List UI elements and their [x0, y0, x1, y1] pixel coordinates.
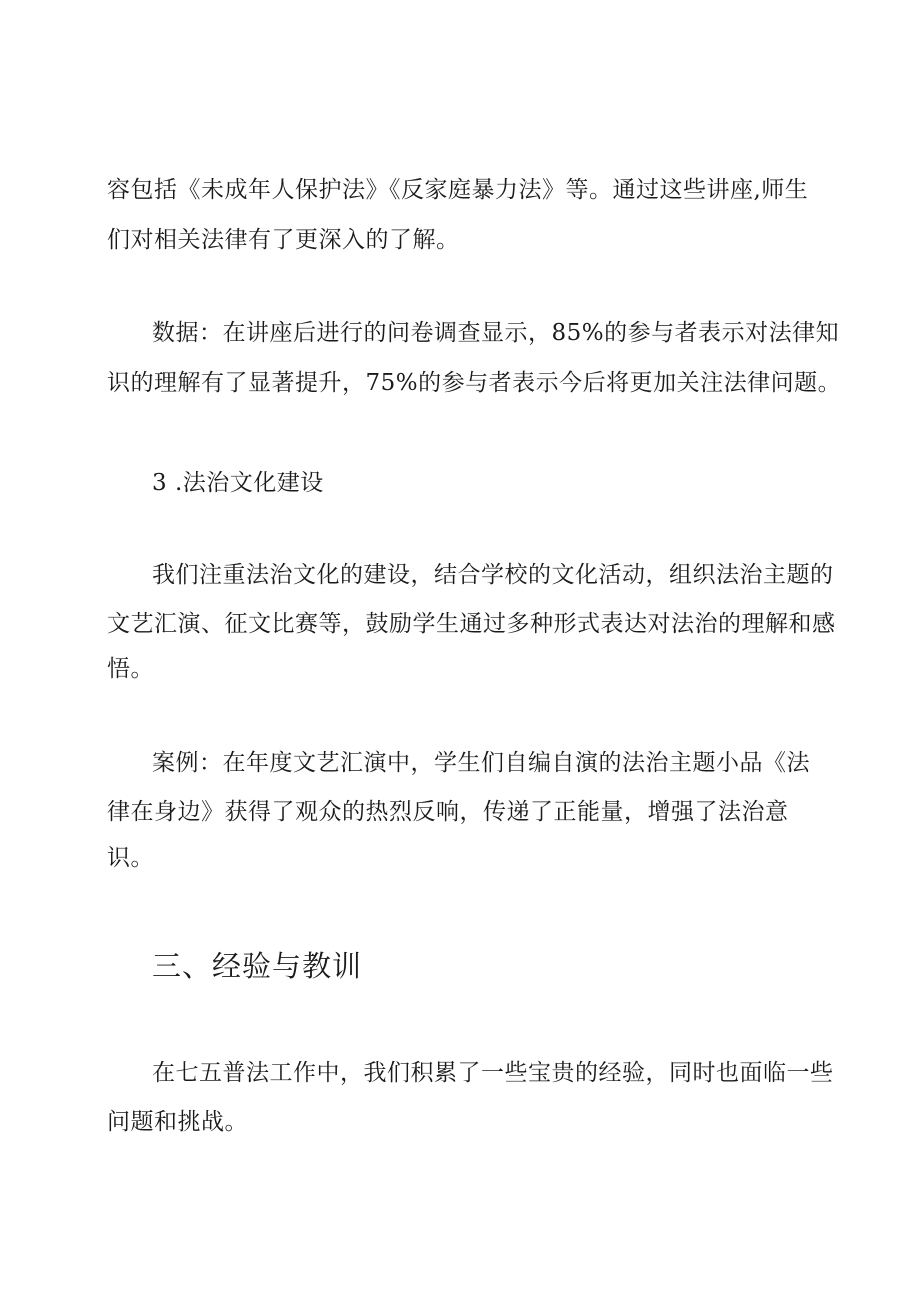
subsection-title: 3 .法治文化建设 [152, 470, 324, 496]
culture-paragraph-line-1: 我们注重法治文化的建设，结合学校的文化活动，组织法治主题的 [152, 562, 834, 588]
data-paragraph-line-1: 数据：在讲座后进行的问卷调查显示，85%的参与者表示对法律知 [152, 320, 840, 346]
data-paragraph-line-2: 识的理解有了显著提升，75%的参与者表示今后将更加关注法律问题。 [107, 370, 842, 396]
case-paragraph-line-2: 律在身边》获得了观众的热烈反响，传递了正能量，增强了法治意 [107, 799, 789, 825]
case-paragraph-line-3: 识。 [107, 845, 154, 871]
culture-paragraph-line-3: 悟。 [107, 656, 154, 682]
intro-continuation-line-2: 们对相关法律有了更深入的了解。 [107, 227, 460, 253]
culture-paragraph-line-2: 文艺汇演、征文比赛等，鼓励学生通过多种形式表达对法治的理解和感 [107, 611, 836, 637]
experience-paragraph-line-2: 问题和挑战。 [107, 1109, 248, 1135]
case-paragraph-line-1: 案例：在年度文艺汇演中，学生们自编自演的法治主题小品《法 [152, 750, 810, 776]
experience-paragraph-line-1: 在七五普法工作中，我们积累了一些宝贵的经验，同时也面临一些 [152, 1060, 834, 1086]
intro-continuation-line-1: 容包括《未成年人保护法》《反家庭暴力法》等。通过这些讲座,师生 [107, 177, 809, 203]
section-heading: 三、经验与教训 [152, 949, 363, 983]
